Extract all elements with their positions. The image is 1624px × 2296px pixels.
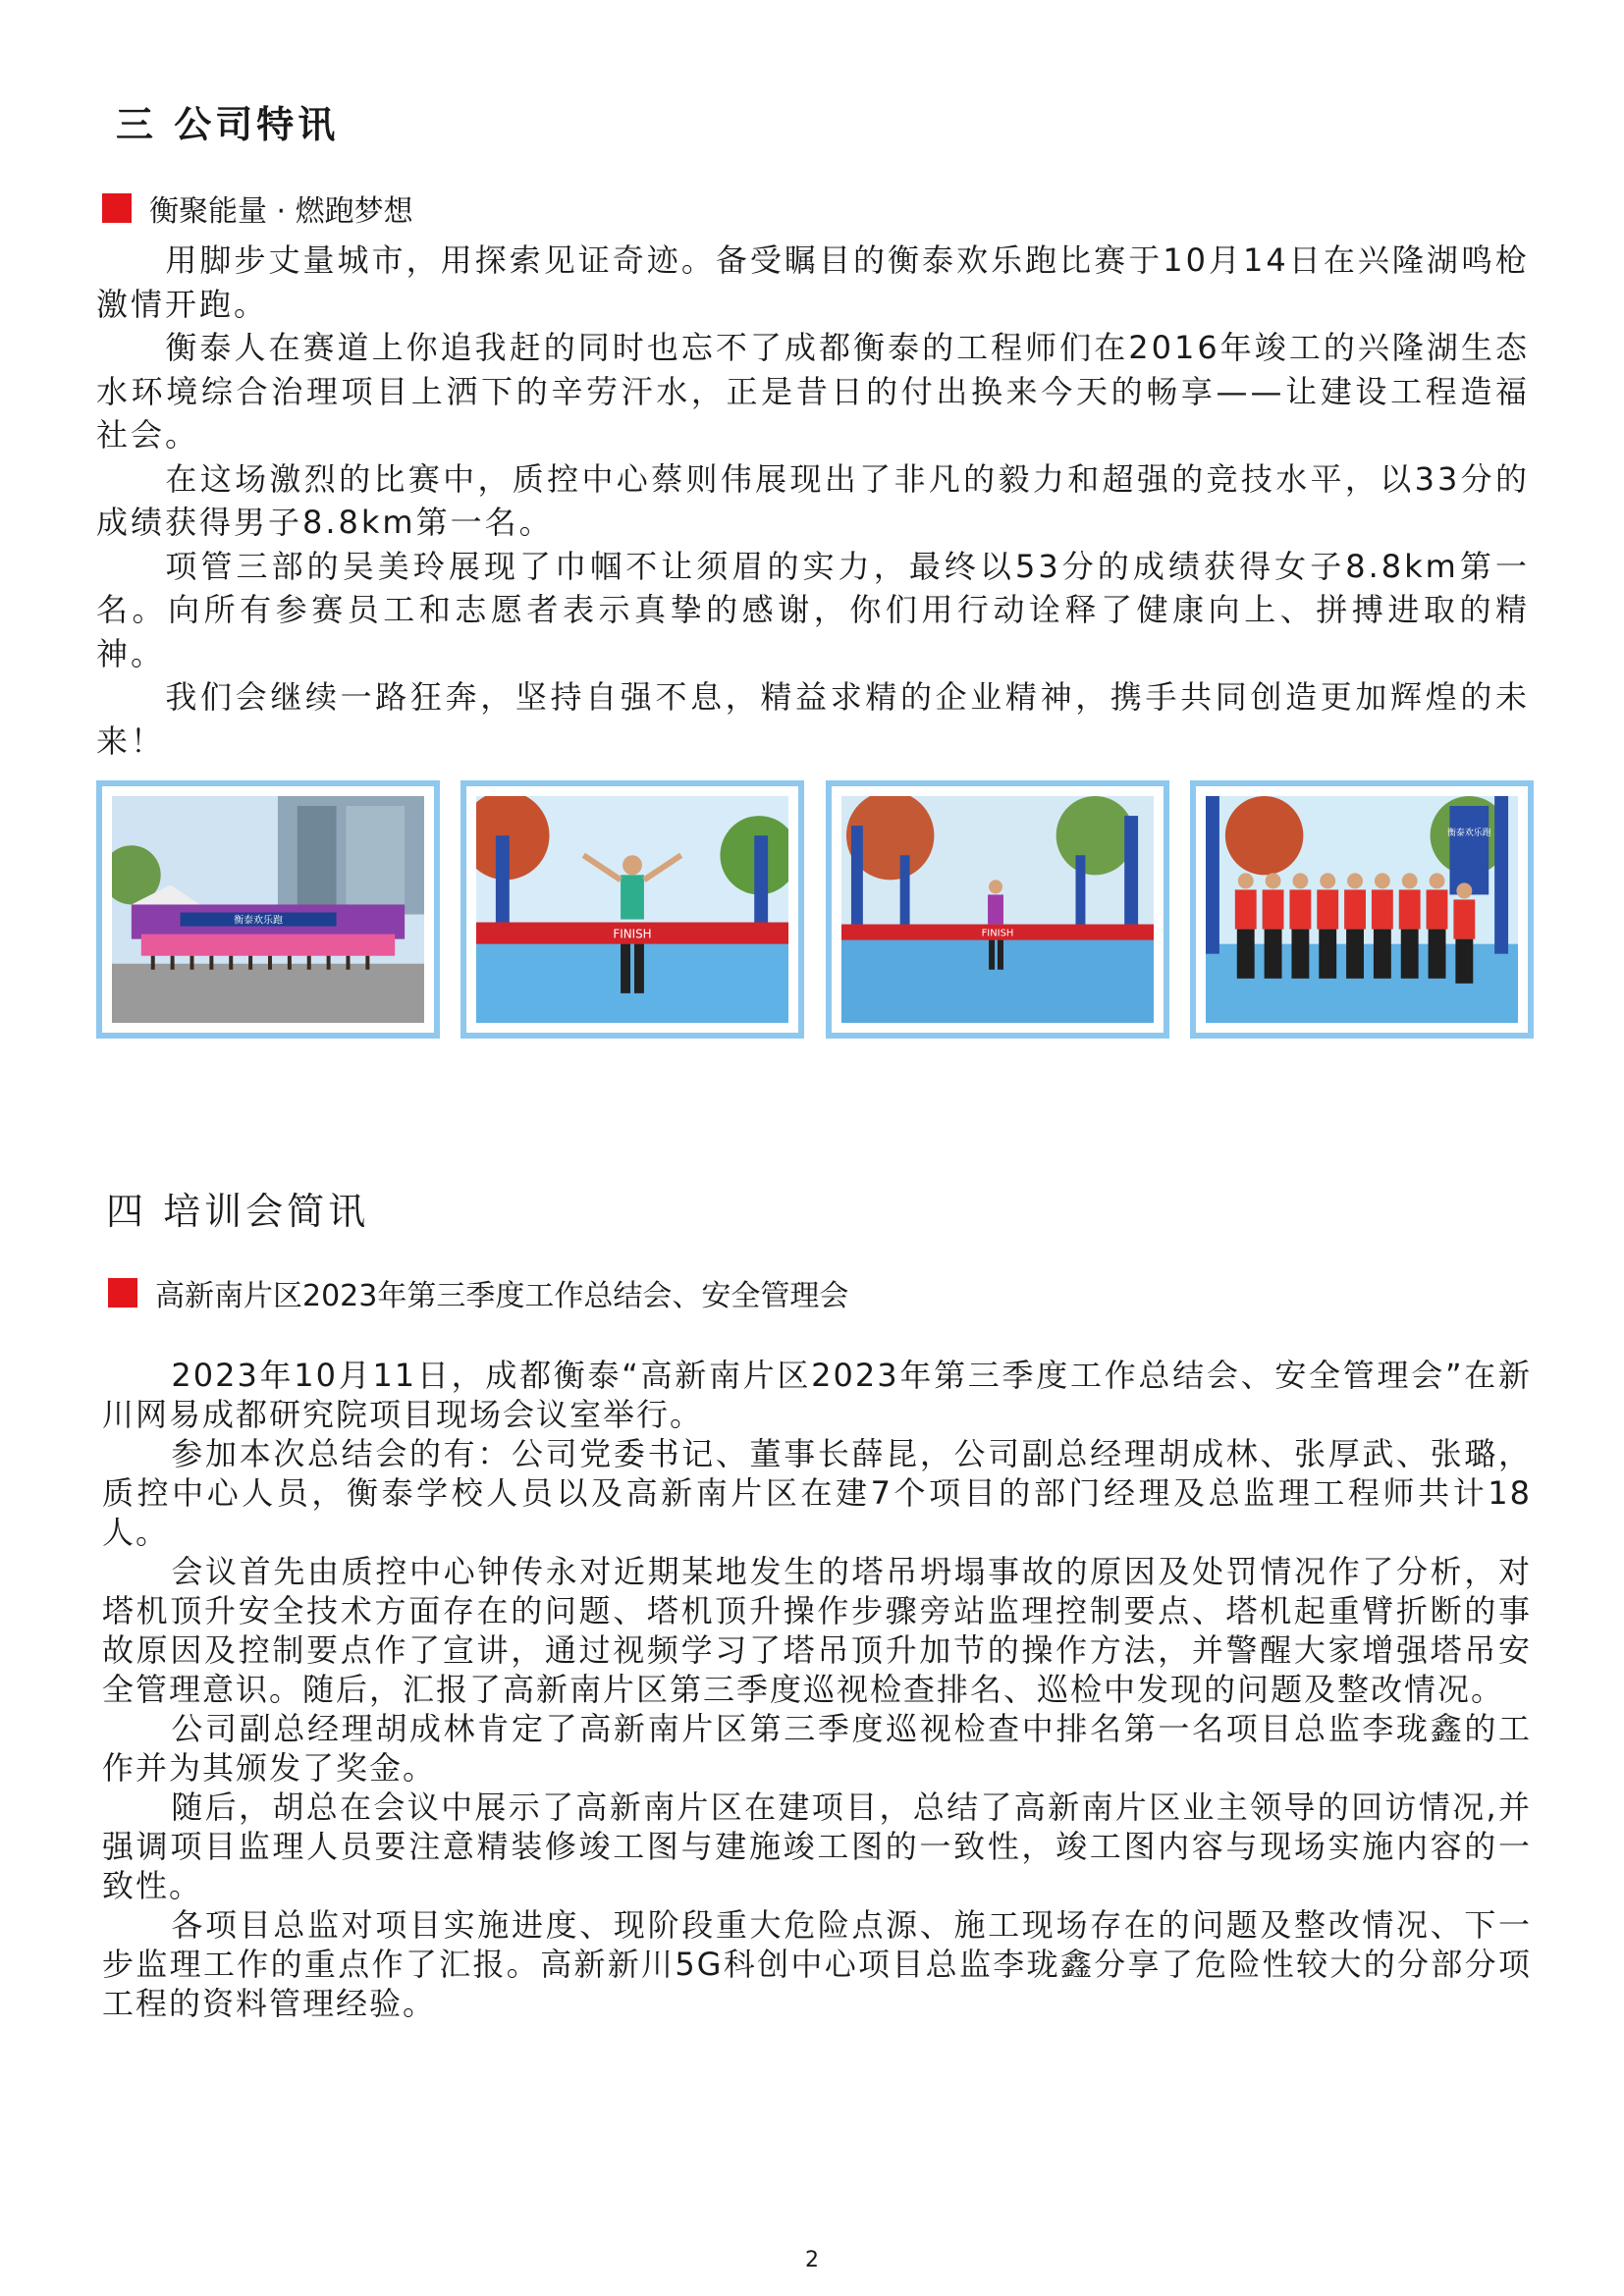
- svg-text:FINISH: FINISH: [981, 928, 1014, 939]
- section-4-subtitle-text: 高新南片区2023年第三季度工作总结会、安全管理会: [155, 1279, 849, 1313]
- page-number: 2: [805, 2248, 819, 2272]
- photo-row: [96, 780, 1534, 1041]
- paragraph: 2023年10月11日，成都衡泰“高新南片区2023年第三季度工作总结会、安全管理会”在新川网易成都研究院项目现场会议室举行。: [102, 1357, 1532, 1433]
- svg-text:衡泰欢乐跑: 衡泰欢乐跑: [1446, 828, 1491, 839]
- photo-1: [96, 780, 440, 1039]
- paragraph: 各项目总监对项目实施进度、现阶段重大危险点源、施工现场存在的问题及整改情况、下一步监理工作的重点作了汇报。高新新川5G科创中心项目总监李珑鑫分享了危险性较大的分部分项工程的资料管理经验。: [102, 1906, 1532, 2022]
- women-group-photo-icon: [1206, 796, 1518, 1023]
- paragraph: 在这场激烈的比赛中，质控中心蔡则伟展现出了非凡的毅力和超强的竞技水平，以33分的成绩获得男子8.8km第一名。: [96, 459, 1530, 541]
- svg-text:衡泰欢乐跑: 衡泰欢乐跑: [234, 915, 283, 927]
- section-4-subtitle: [108, 1271, 848, 1314]
- section-3-title: 三 公司特讯: [116, 103, 340, 146]
- photo-3: [826, 780, 1169, 1039]
- svg-text:FINISH: FINISH: [613, 927, 652, 941]
- section-4-body: [102, 1356, 1532, 2023]
- photo-2: [460, 780, 804, 1039]
- runner-finish-icon: [476, 796, 788, 1023]
- paragraph: 衡泰人在赛道上你追我赶的同时也忘不了成都衡泰的工程师们在2016年竣工的兴隆湖生态水环境综合治理项目上洒下的辛劳汗水，正是昔日的付出换来今天的畅享——让建设工程造福社会。: [96, 329, 1530, 454]
- paragraph: 项管三部的吴美玲展现了巾帼不让须眉的实力，最终以53分的成绩获得女子8.8km第一名。向所有参赛员工和志愿者表示真挚的感谢，你们用行动诠释了健康向上、拼搏进取的精神。: [96, 547, 1530, 672]
- paragraph: 我们会继续一路狂奔，坚持自强不息，精益求精的企业精神，携手共同创造更加辉煌的未来！: [96, 678, 1530, 760]
- paragraph: 参加本次总结会的有：公司党委书记、董事长薛昆，公司副总经理胡成林、张厚武、张璐，质控中心人员，衡泰学校人员以及高新南片区在建7个项目的部门经理及总监理工程师共计18人。: [102, 1435, 1532, 1551]
- red-square-icon: [108, 1278, 137, 1308]
- red-square-icon: [102, 193, 132, 223]
- section-3-subtitle-text: 衡聚能量 · 燃跑梦想: [149, 194, 413, 229]
- section-4-title: 四 培训会简讯: [106, 1190, 370, 1233]
- paragraph: 用脚步丈量城市，用探索见证奇迹。备受瞩目的衡泰欢乐跑比赛于10月14日在兴隆湖鸣枪激情开跑。: [96, 241, 1530, 323]
- paragraph: 随后，胡总在会议中展示了高新南片区在建项目，总结了高新南片区业主领导的回访情况,并强调项目监理人员要注意精装修竣工图与建施竣工图的一致性，竣工图内容与现场实施内容的一致性。: [102, 1789, 1532, 1904]
- section-3-subtitle: [102, 187, 413, 230]
- paragraph: 公司副总经理胡成林肯定了高新南片区第三季度巡视检查中排名第一名项目总监李珑鑫的工作并为其颁发了奖金。: [102, 1710, 1532, 1787]
- runner-finish-line-icon: [841, 796, 1154, 1023]
- paragraph: 会议首先由质控中心钟传永对近期某地发生的塔吊坍塌事故的原因及处罚情况作了分析，对塔机顶升安全技术方面存在的问题、塔机顶升操作步骤旁站监理控制要点、塔机起重臂折断的事故原因及控制要点作了宣讲，通过视频学习了塔吊顶升加节的操作方法，并警醒大家增强塔吊安全管理意识。随后，汇报了高新南片区第三季度巡视检查排名、巡检中发现的问题及整改情况。: [102, 1553, 1532, 1708]
- photo-4: [1190, 780, 1534, 1039]
- group-photo-icon: [112, 796, 424, 1023]
- section-3-body: [96, 239, 1530, 763]
